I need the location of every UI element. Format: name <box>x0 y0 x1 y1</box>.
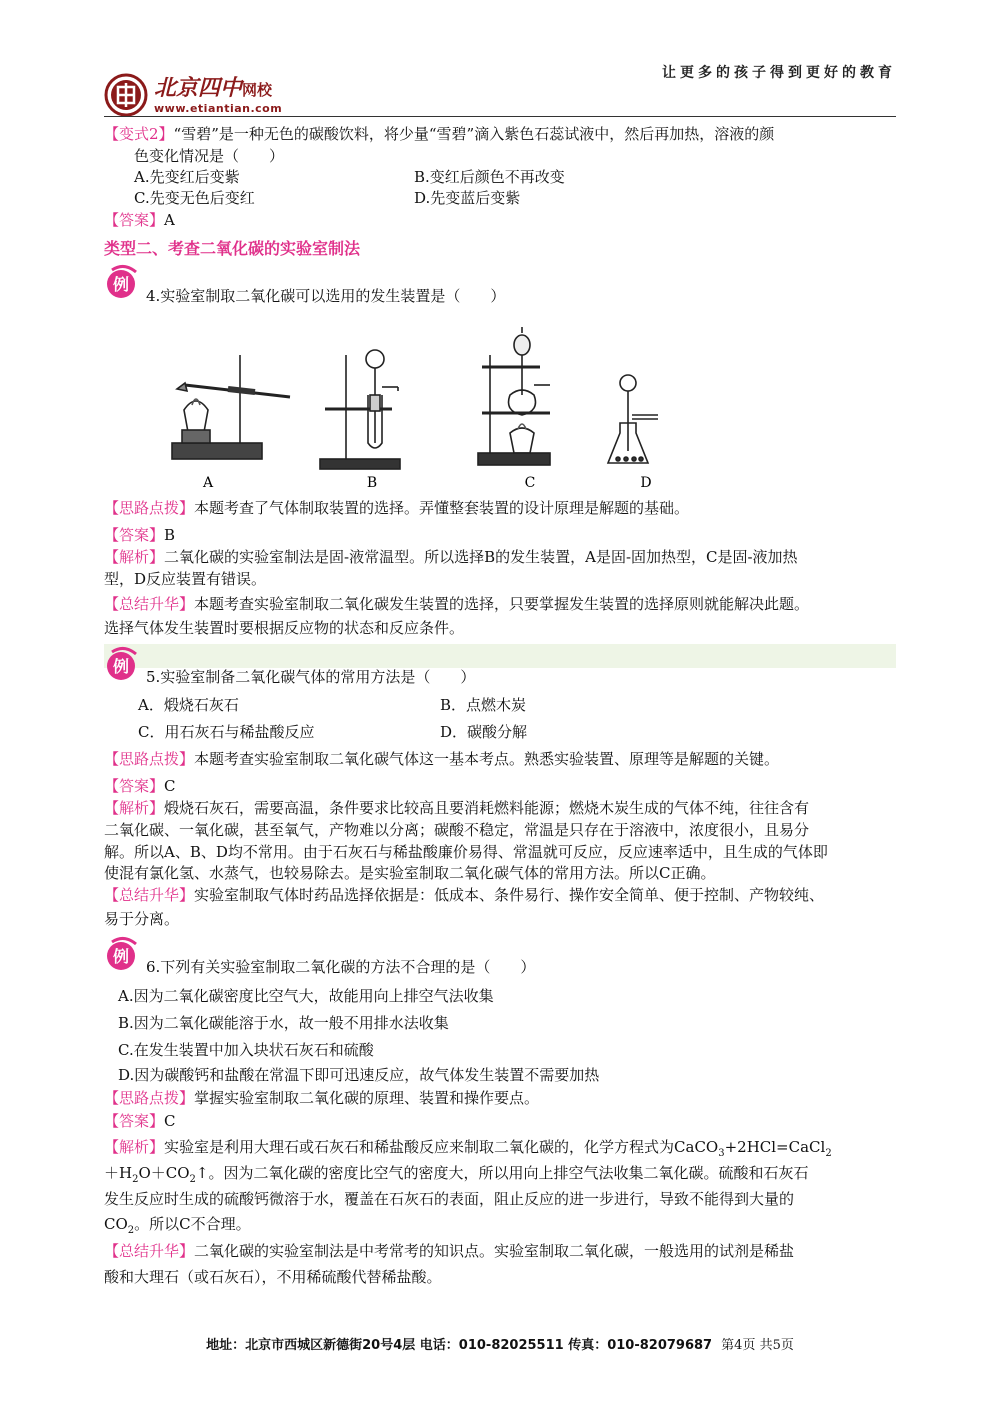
q6-option-c: C.在发生装置中加入块状石灰石和硫酸 <box>118 1041 374 1059</box>
hint-text: 掌握实验室制取二氧化碳的原理、装置和操作要点。 <box>194 1089 540 1107</box>
q5-option-a: A．煅烧石灰石 <box>138 696 239 714</box>
q6-option-d: D.因为碳酸钙和盐酸在常温下即可迅速反应，故气体发生装置不需要加热 <box>118 1066 600 1084</box>
logo-suffix: 网校 <box>242 80 273 99</box>
q6-hint <box>104 1087 539 1109</box>
q6-analysis-line2 <box>104 1162 809 1191</box>
summary-text: 本题考查实验室制取二氧化碳发生装置的选择，只要掌握发生装置的选择原则就能解决此题。 <box>194 595 810 613</box>
q5-stem: 5.实验室制备二氧化碳气体的常用方法是（ ） <box>146 668 476 686</box>
subscript: 2 <box>189 1174 196 1185</box>
page-footer <box>0 1334 1000 1353</box>
answer-value: C <box>164 1112 176 1130</box>
q4-stem: 4.实验室制取二氧化碳可以选用的发生装置是（ ） <box>146 287 506 305</box>
answer-value: A <box>164 211 175 229</box>
badge-label: 例 <box>112 657 130 676</box>
analysis-text: ＋H <box>104 1164 133 1182</box>
logo-name: 北京四中 <box>154 74 243 101</box>
header-divider <box>104 116 896 117</box>
answer-tag: 【答案】 <box>104 526 165 544</box>
apparatus-d-icon <box>608 375 658 463</box>
variant2-answer <box>104 209 175 231</box>
variant2-option-c: C.先变无色后变红 <box>134 189 255 207</box>
variant2-question-line2: 色变化情况是（ ） <box>134 147 285 165</box>
summary-text: 实验室制取气体时药品选择依据是：低成本、条件易行、操作安全简单、便于控制、产物较纯、 <box>194 886 825 904</box>
q5-analysis-line2: 二氧化碳、一氧化碳，甚至氧气，产物难以分离；碳酸不稳定，常温是只存在于溶液中，浓度很小，且易分 <box>104 821 810 839</box>
analysis-text: 二氧化碳的实验室制法是固-液常温型。所以选择B的发生装置，A是固-固加热型，C是固-液加热 <box>164 548 798 566</box>
q4-answer <box>104 524 175 546</box>
q6-summary-line2: 酸和大理石（或石灰石），不用稀硫酸代替稀盐酸。 <box>104 1268 442 1286</box>
analysis-tag: 【解析】 <box>104 799 165 817</box>
answer-value: C <box>164 777 176 795</box>
q6-answer <box>104 1110 176 1132</box>
apparatus-label-b: B <box>366 475 378 491</box>
hint-text: 本题考查了气体制取装置的选择。弄懂整套装置的设计原理是解题的基础。 <box>194 499 690 517</box>
q5-summary-line1 <box>104 884 824 906</box>
logo-emblem-icon <box>104 73 148 117</box>
analysis-text: +2HCl=CaCl <box>724 1138 826 1156</box>
summary-text: 二氧化碳的实验室制法是中考常考的知识点。实验室制取二氧化碳，一般选用的试剂是稀盐 <box>194 1242 795 1260</box>
q5-highlight-band <box>104 644 896 668</box>
hint-tag: 【思路点拨】 <box>104 750 195 768</box>
apparatus-a-icon <box>172 355 290 459</box>
q5-summary-line2: 易于分离。 <box>104 910 180 928</box>
analysis-text: O＋CO <box>138 1164 190 1182</box>
q5-hint <box>104 748 779 770</box>
variant2-option-d: D.先变蓝后变紫 <box>414 189 521 207</box>
analysis-tag: 【解析】 <box>104 548 165 566</box>
answer-tag: 【答案】 <box>104 211 165 229</box>
variant2-tag: 【变式2】 <box>104 125 174 143</box>
q5-analysis-line4: 使混有氯化氢、水蒸气，也较易除去。是实验室制取二氧化碳气体的常用方法。所以C正确。 <box>104 864 716 882</box>
q4-analysis-line1 <box>104 546 798 568</box>
hint-tag: 【思路点拨】 <box>104 1089 195 1107</box>
example-badge-icon <box>102 932 142 972</box>
q5-option-c: C．用石灰石与稀盐酸反应 <box>138 723 315 741</box>
subscript: 3 <box>718 1148 725 1159</box>
example-badge-icon <box>102 260 142 300</box>
answer-tag: 【答案】 <box>104 1112 165 1130</box>
q4-hint <box>104 497 689 519</box>
q6-analysis-line3: 发生反应时生成的硫酸钙微溶于水，覆盖在石灰石的表面，阻止反应的进一步进行，导致不能得到大量的 <box>104 1190 795 1208</box>
q6-summary-line1 <box>104 1240 794 1262</box>
q5-answer <box>104 775 176 797</box>
answer-value: B <box>164 526 176 544</box>
example-badge-icon <box>102 642 142 682</box>
variant2-option-a: A.先变红后变紫 <box>134 168 240 186</box>
q4-summary-line2: 选择气体发生装置时要根据反应物的状态和反应条件。 <box>104 619 465 637</box>
apparatus-b-icon <box>320 350 400 469</box>
q6-option-a: A.因为二氧化碳密度比空气大，故能用向上排空气法收集 <box>118 987 494 1005</box>
badge-label: 例 <box>112 947 130 966</box>
header-slogan: 让更多的孩子得到更好的教育 <box>662 65 896 81</box>
logo-url: www.etiantian.com <box>154 101 283 115</box>
apparatus-figure <box>160 325 680 495</box>
apparatus-label-d: D <box>640 475 652 491</box>
section-heading: 类型二、考查二氧化碳的实验室制法 <box>104 239 361 258</box>
apparatus-label-c: C <box>524 475 536 491</box>
summary-tag: 【总结升华】 <box>104 595 195 613</box>
subscript: 2 <box>127 1225 135 1236</box>
apparatus-c-icon <box>478 327 550 465</box>
badge-label: 例 <box>112 275 130 294</box>
variant2-text1: “雪碧”是一种无色的碳酸饮料，将少量“雪碧”滴入紫色石蕊试液中，然后再加热，溶液的颜 <box>173 125 775 143</box>
q5-option-d: D．碳酸分解 <box>440 723 528 741</box>
analysis-text: CO <box>104 1215 128 1233</box>
footer-address: 地址：北京市西城区新德街20号4层 电话：010-82025511 传真：010-82079687 <box>206 1338 713 1353</box>
q4-analysis-line2: 型，D反应装置有错误。 <box>104 570 267 588</box>
summary-tag: 【总结升华】 <box>104 886 195 904</box>
analysis-text: 煅烧石灰石，需要高温，条件要求比较高且要消耗燃料能源；燃烧木炭生成的气体不纯，往往含有 <box>164 799 810 817</box>
variant2-question-line1 <box>104 123 774 145</box>
hint-text: 本题考查实验室制取二氧化碳气体这一基本考点。熟悉实验装置、原理等是解题的关键。 <box>194 750 780 768</box>
analysis-tag: 【解析】 <box>104 1138 165 1156</box>
q6-option-b: B.因为二氧化碳能溶于水，故一般不用排水法收集 <box>118 1014 449 1032</box>
logo <box>104 70 282 120</box>
q6-analysis-line4 <box>104 1213 251 1242</box>
q5-option-b: B．点燃木炭 <box>440 696 527 714</box>
q6-analysis-line1 <box>104 1136 832 1165</box>
q6-stem: 6.下列有关实验室制取二氧化碳的方法不合理的是（ ） <box>146 958 536 976</box>
footer-page-number: 第4页 共5页 <box>721 1338 794 1353</box>
q5-analysis-line1 <box>104 797 809 819</box>
variant2-option-b: B.变红后颜色不再改变 <box>414 168 565 186</box>
analysis-text: 实验室是利用大理石或石灰石和稀盐酸反应来制取二氧化碳的，化学方程式为CaCO <box>164 1138 719 1156</box>
subscript: 2 <box>825 1148 832 1159</box>
q4-summary-line1 <box>104 593 809 615</box>
apparatus-label-a: A <box>202 475 214 491</box>
q5-analysis-line3: 解。所以A、B、D均不常用。由于石灰石与稀盐酸廉价易得、常温就可反应，反应速率适中，且生成的气体即 <box>104 843 828 861</box>
analysis-text: ↑。因为二氧化碳的密度比空气的密度大，所以用向上排空气法收集二氧化碳。硫酸和石灰石 <box>195 1164 809 1182</box>
summary-tag: 【总结升华】 <box>104 1242 195 1260</box>
answer-tag: 【答案】 <box>104 777 165 795</box>
subscript: 2 <box>132 1174 139 1185</box>
analysis-text: 。所以C不合理。 <box>134 1215 251 1233</box>
hint-tag: 【思路点拨】 <box>104 499 195 517</box>
